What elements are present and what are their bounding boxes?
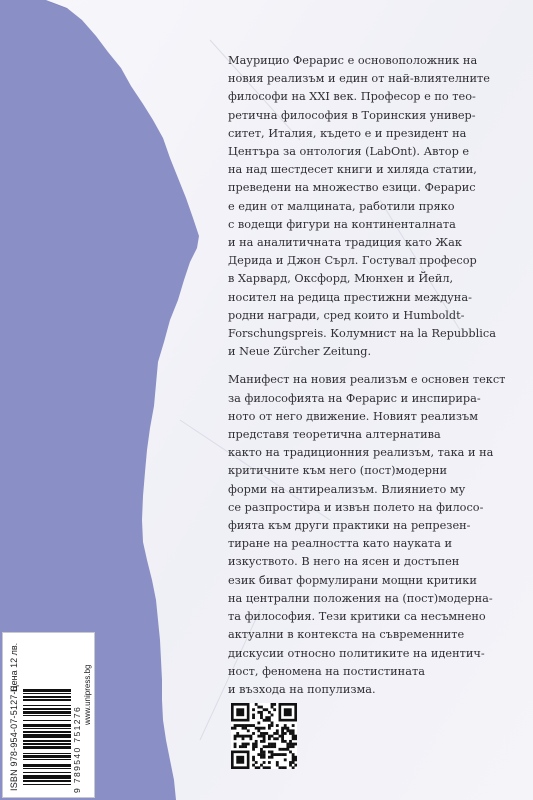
qr-module — [276, 753, 279, 756]
qr-module — [284, 732, 287, 735]
barcode-bar — [23, 745, 71, 746]
qr-module — [271, 756, 274, 759]
qr-module — [268, 716, 271, 719]
qr-module — [271, 735, 274, 738]
qr-module — [294, 735, 297, 738]
qr-module — [271, 743, 274, 746]
qr-module — [247, 729, 250, 732]
qr-module — [260, 714, 263, 717]
qr-module — [263, 766, 266, 769]
barcode-bar — [23, 711, 71, 714]
qr-module — [281, 727, 284, 730]
qr-module — [286, 745, 289, 748]
qr-module — [252, 758, 255, 761]
qr-module — [289, 745, 292, 748]
text-line: с водещи фигури на континенталната — [228, 217, 456, 231]
qr-module — [255, 703, 258, 706]
isbn-label: ISBN 978-954-07-5127-6 — [9, 686, 19, 791]
qr-module — [236, 756, 244, 764]
qr-module — [292, 766, 295, 769]
text-line: ност, феномена на постистината — [228, 664, 425, 678]
qr-module — [268, 751, 271, 754]
barcode-bar — [23, 720, 71, 721]
qr-module — [268, 756, 271, 759]
barcode-digits: 9 789540 751276 — [72, 705, 82, 793]
qr-module — [292, 761, 295, 764]
qr-module — [268, 745, 271, 748]
qr-module — [279, 748, 282, 751]
qr-module — [279, 753, 282, 756]
barcode-bar — [23, 694, 71, 695]
qr-module — [252, 724, 255, 727]
qr-module — [273, 732, 276, 735]
text-line: ното от него движение. Новият реализъм — [228, 409, 478, 423]
barcode-bar — [23, 689, 71, 692]
qr-module — [263, 756, 266, 759]
text-line: и възхода на популизма. — [228, 682, 376, 696]
barcode-bar — [23, 693, 71, 694]
qr-module — [244, 724, 247, 727]
barcode-bar — [23, 734, 71, 738]
barcode-bar — [23, 746, 71, 749]
publisher-url: www.unipress.bg — [83, 664, 92, 725]
text-line: на централни положения на (пост)модерна- — [228, 591, 493, 605]
qr-module — [257, 753, 260, 756]
barcode-bar — [23, 754, 71, 755]
qr-module — [294, 764, 297, 767]
qr-module — [234, 735, 237, 738]
text-line: ретична философия в Торинския универ- — [228, 108, 476, 122]
text-line: критичните към него (пост)модерни — [228, 464, 448, 478]
qr-module — [257, 727, 260, 730]
barcode-bar — [23, 773, 71, 774]
qr-module — [252, 708, 255, 711]
qr-module — [255, 745, 258, 748]
qr-module — [242, 743, 245, 746]
qr-module — [281, 753, 284, 756]
qr-module — [249, 737, 252, 740]
barcode-bar — [23, 714, 71, 715]
qr-module — [255, 727, 258, 730]
qr-module — [255, 740, 258, 743]
qr-module — [276, 761, 279, 764]
description-text — [228, 52, 520, 699]
qr-module — [265, 732, 268, 735]
qr-module — [249, 724, 252, 727]
barcode-bar — [23, 692, 71, 693]
qr-module — [292, 758, 295, 761]
qr-module — [281, 740, 284, 743]
qr-module — [271, 751, 274, 754]
qr-module — [242, 724, 245, 727]
qr-module — [273, 703, 276, 706]
qr-module — [263, 727, 266, 730]
barcode-bar — [23, 706, 71, 709]
barcode-bar — [23, 753, 71, 754]
qr-module — [276, 724, 279, 727]
qr-module — [234, 743, 237, 746]
qr-module — [284, 758, 287, 761]
book-summary-paragraph — [228, 371, 520, 699]
barcode-bar — [23, 721, 71, 724]
barcode-bar — [23, 760, 71, 764]
barcode-bar — [23, 701, 71, 705]
qr-module — [292, 745, 295, 748]
qr-module — [271, 721, 274, 724]
qr-module — [276, 764, 279, 767]
qr-module — [263, 719, 266, 722]
qr-module — [271, 745, 274, 748]
qr-module — [260, 735, 263, 738]
qr-module — [273, 737, 276, 740]
barcode-bar — [23, 715, 71, 716]
qr-module — [252, 732, 255, 735]
text-line: Центъра за онтология (LabOnt). Автор е — [228, 145, 470, 159]
qr-module — [289, 761, 292, 764]
qr-module — [276, 737, 279, 740]
text-line: както на традиционния реализъм, така и на — [228, 446, 494, 460]
qr-module — [284, 708, 292, 716]
barcode-panel — [2, 632, 95, 798]
qr-module — [252, 764, 255, 767]
barcode-bar — [23, 688, 71, 689]
qr-module — [292, 735, 295, 738]
qr-module — [252, 745, 255, 748]
text-line: се разпростира и извън полето на филосо- — [228, 500, 484, 514]
qr-module — [281, 735, 284, 738]
qr-module — [260, 756, 263, 759]
qr-module — [244, 735, 247, 738]
qr-module — [236, 724, 239, 727]
barcode-bar — [23, 742, 71, 743]
qr-module — [244, 743, 247, 746]
qr-module — [268, 711, 271, 714]
text-line: новия реализъм и един от най-влиятелните — [228, 72, 490, 86]
qr-module — [247, 735, 250, 738]
qr-module — [286, 727, 289, 730]
qr-module — [265, 708, 268, 711]
qr-module — [252, 743, 255, 746]
text-line: тиране на реалността като науката и — [228, 537, 452, 551]
qr-module — [273, 745, 276, 748]
text-line: за философията на Ферарис и инспирира- — [228, 391, 481, 405]
barcode-bar — [23, 731, 71, 734]
barcode-bar — [23, 705, 71, 706]
qr-module — [242, 735, 245, 738]
qr-module — [242, 737, 245, 740]
text-line: език биват формулирани мощни критики — [228, 573, 477, 587]
qr-module — [284, 727, 287, 730]
qr-module — [265, 766, 268, 769]
price-label: Цена 12 лв. — [9, 642, 19, 692]
qr-module — [231, 727, 234, 730]
qr-module — [257, 721, 260, 724]
barcode-bar — [23, 782, 71, 783]
qr-module — [279, 766, 282, 769]
qr-module — [294, 737, 297, 740]
qr-module — [268, 737, 271, 740]
qr-module — [236, 732, 239, 735]
qr-module — [234, 724, 237, 727]
text-line: и на аналитичната традиция като Жак — [228, 236, 462, 250]
qr-module — [271, 724, 274, 727]
qr-module — [268, 743, 271, 746]
qr-module — [268, 719, 271, 722]
qr-module — [260, 748, 263, 751]
text-line: актуални в контекста на съвременните — [228, 628, 465, 642]
qr-module — [292, 737, 295, 740]
qr-module — [284, 724, 287, 727]
barcode-bar — [23, 740, 71, 743]
qr-module — [252, 756, 255, 759]
qr-module — [257, 706, 260, 709]
text-line: родни награди, сред които и Humboldt- — [228, 308, 465, 322]
qr-module — [289, 740, 292, 743]
barcode-bar — [23, 724, 71, 727]
qr-module — [273, 743, 276, 746]
qr-module — [292, 729, 295, 732]
barcode-bar — [23, 729, 71, 730]
qr-module — [260, 732, 263, 735]
qr-module — [260, 740, 263, 743]
qr-module — [255, 761, 258, 764]
barcode-bar — [23, 696, 71, 699]
qr-module — [247, 724, 250, 727]
text-line: ситет, Италия, където е и президент на — [228, 126, 467, 140]
qr-module — [281, 729, 284, 732]
qr-module — [289, 743, 292, 746]
qr-module — [242, 727, 245, 730]
qr-module — [239, 745, 242, 748]
barcode-bar — [23, 698, 71, 699]
qr-module — [292, 724, 295, 727]
barcode-bar — [23, 759, 71, 760]
barcode-bar — [23, 784, 71, 785]
qr-module — [286, 748, 289, 751]
qr-module — [268, 735, 271, 738]
text-line: фията към други практики на репрезен- — [228, 519, 471, 533]
barcode-bar — [23, 779, 71, 780]
qr-module — [289, 729, 292, 732]
qr-module — [260, 751, 263, 754]
qr-module — [263, 732, 266, 735]
barcode-bar — [23, 716, 71, 720]
qr-module — [289, 732, 292, 735]
barcode-bar — [23, 710, 71, 711]
qr-module — [242, 745, 245, 748]
qr-module — [279, 735, 282, 738]
qr-module — [236, 735, 239, 738]
qr-module — [271, 714, 274, 717]
text-line: изкуството. В него на ясен и достъпен — [228, 555, 460, 569]
qr-module — [263, 753, 266, 756]
qr-module — [239, 724, 242, 727]
qr-module — [281, 766, 284, 769]
qr-module — [281, 737, 284, 740]
qr-module — [263, 751, 266, 754]
qr-module — [255, 766, 258, 769]
barcode-bar — [23, 699, 71, 700]
qr-module — [244, 727, 247, 730]
qr-module — [249, 735, 252, 738]
qr-module — [257, 729, 260, 732]
qr-module — [255, 743, 258, 746]
text-line: та философия. Тези критики са несъмнено — [228, 610, 486, 624]
barcode-bar — [23, 733, 71, 734]
qr-module — [284, 766, 287, 769]
author-bio-paragraph — [228, 52, 520, 361]
qr-module — [281, 748, 284, 751]
qr-module — [276, 729, 279, 732]
qr-module — [263, 735, 266, 738]
text-line: носител на редица престижни междуна- — [228, 290, 472, 304]
qr-module — [263, 761, 266, 764]
text-line: Манифест на новия реализъм е основен текст — [228, 373, 506, 387]
barcode-bars — [23, 645, 71, 785]
qr-module — [265, 745, 268, 748]
qr-module — [260, 711, 263, 714]
barcode-bar — [23, 755, 71, 758]
text-line: Маурицио Ферарис е основоположник на — [228, 54, 478, 67]
text-line: форми на антиреализъм. Влиянието му — [228, 482, 466, 496]
qr-module — [292, 732, 295, 735]
barcode-bar — [23, 744, 71, 745]
qr-module — [252, 714, 255, 717]
qr-module — [260, 727, 263, 730]
qr-module — [247, 743, 250, 746]
qr-module — [263, 708, 266, 711]
qr-module — [286, 729, 289, 732]
qr-module — [289, 751, 292, 754]
qr-module — [260, 753, 263, 756]
qr-module — [284, 748, 287, 751]
qr-module — [292, 743, 295, 746]
barcode-bar — [23, 764, 71, 767]
qr-module — [263, 740, 266, 743]
barcode-bar — [23, 772, 71, 773]
text-line: Forschungspreis. Колумнист на la Repubblica — [228, 327, 496, 341]
qr-module — [273, 753, 276, 756]
qr-module — [271, 706, 274, 709]
qr-module — [284, 740, 287, 743]
qr-module — [273, 708, 276, 711]
text-line: Дерида и Джон Сърл. Гостувал професор — [228, 254, 477, 268]
text-line: философи на XXI век. Професор е по тео- — [228, 90, 476, 104]
qr-module — [257, 711, 260, 714]
qr-module — [234, 727, 237, 730]
qr-module — [271, 703, 274, 706]
qr-module — [265, 716, 268, 719]
qr-module — [234, 737, 237, 740]
barcode-bar — [23, 749, 71, 753]
text-line: и Neue Zürcher Zeitung. — [228, 345, 372, 359]
qr-module — [234, 745, 237, 748]
qr-module — [284, 753, 287, 756]
qr-module — [260, 706, 263, 709]
barcode-bar — [23, 727, 71, 728]
qr-module — [263, 745, 266, 748]
qr-code — [231, 703, 297, 769]
text-line: е един от малцината, работили пряко — [228, 199, 455, 213]
qr-module — [252, 716, 255, 719]
qr-module — [292, 753, 295, 756]
qr-module — [271, 753, 274, 756]
qr-module — [281, 732, 284, 735]
qr-module — [260, 764, 263, 767]
qr-module — [276, 732, 279, 735]
barcode-bar — [23, 775, 71, 779]
text-line: на над шестдесет книги и хиляда статии, — [228, 163, 477, 177]
qr-module — [294, 758, 297, 761]
text-line: в Харвард, Оксфорд, Мюнхен и Йейл, — [228, 272, 454, 286]
barcode-bar — [23, 708, 71, 709]
qr-module — [286, 743, 289, 746]
barcode-bar — [23, 767, 71, 768]
qr-module — [263, 737, 266, 740]
qr-module — [239, 735, 242, 738]
text-line: дискусии относно политиките на идентич- — [228, 646, 485, 660]
qr-module — [252, 748, 255, 751]
barcode-bar — [23, 728, 71, 729]
barcode-bar — [23, 768, 71, 769]
qr-module — [244, 745, 247, 748]
qr-module — [294, 756, 297, 759]
qr-module — [257, 735, 260, 738]
barcode-bar — [23, 738, 71, 739]
qr-module — [289, 764, 292, 767]
qr-module — [268, 724, 271, 727]
barcode-bar — [23, 780, 71, 783]
qr-module — [292, 756, 295, 759]
qr-module — [260, 716, 263, 719]
barcode-bar — [23, 758, 71, 759]
qr-module — [236, 708, 244, 716]
qr-module — [265, 719, 268, 722]
barcode-bar — [23, 769, 71, 772]
qr-module — [268, 727, 271, 730]
qr-module — [257, 766, 260, 769]
text-line: преведени на множество езици. Ферарис — [228, 181, 476, 195]
qr-module — [268, 761, 271, 764]
qr-module — [268, 766, 271, 769]
qr-module — [294, 743, 297, 746]
text-line: представя теоретична алтернатива — [228, 428, 441, 442]
